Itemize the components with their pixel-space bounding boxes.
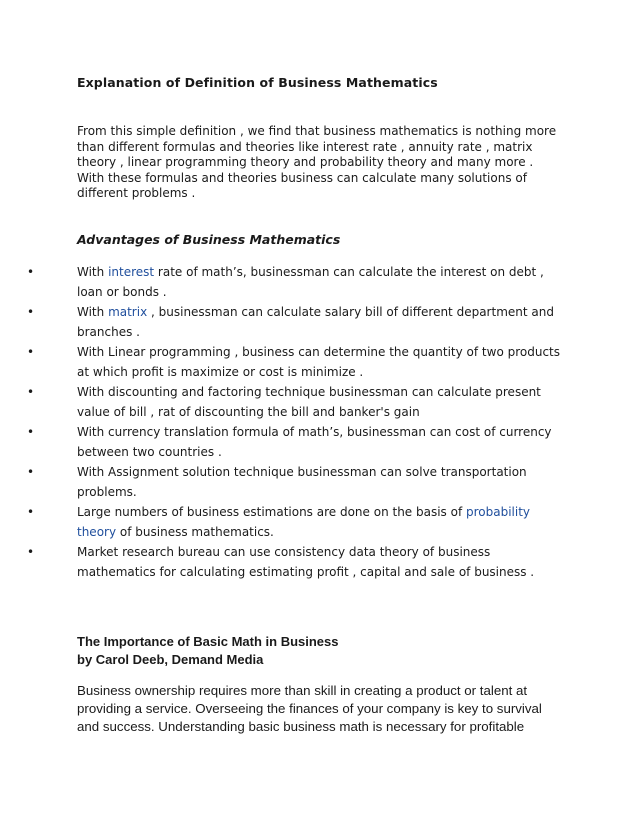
bullet-icon: • [27,305,35,319]
heading-importance [77,633,339,669]
list-item: • With interest rate of math’s, businessman can calculate the interest on debt , loan or bonds . [0,262,572,302]
list-item: • With Assignment solution technique businessman can solve transportation problems. [0,462,572,502]
bullet-icon: • [27,425,35,439]
advantages-list [0,262,600,582]
heading-importance-title: The Importance of Basic Math in Business [77,634,339,649]
body-paragraph: Business ownership requires more than skill in creating a product or talent at providing a service. Overseeing the finances of your company is key to survival and success. Understanding basic business math is necessary for profitable [77,683,542,734]
probability-theory-link[interactable]: probability theory [77,505,531,539]
list-item: • Market research bureau can use consistency data theory of business mathematics for calculating estimating profit , capital and sale of business . [0,542,572,582]
interest-link[interactable]: interest [108,265,155,279]
intro-paragraph: From this simple definition , we find that business mathematics is nothing more than different formulas and theories like interest rate , annuity rate , matrix theory , linear programming theory and probability theory and many more . With these formulas and theories business can calculate many solutions of different problems . [77,124,557,200]
bullet-icon: • [27,465,35,479]
list-item: • With Linear programming , business can determine the quantity of two products at which profit is maximize or cost is minimize . [0,342,572,382]
bullet-icon: • [27,505,35,519]
list-item: • With currency translation formula of math’s, businessman can cost of currency between two countries . [0,422,572,462]
bullet-icon: • [27,545,35,559]
heading-importance-byline: by Carol Deeb, Demand Media [77,652,264,667]
list-item: • Large numbers of business estimations are done on the basis of probability theory of business mathematics. [0,502,572,542]
matrix-link[interactable]: matrix [108,305,148,319]
heading-advantages: Advantages of Business Mathematics [77,232,341,247]
heading-definition: Explanation of Definition of Business Mathematics [77,75,438,90]
list-item: • With matrix , businessman can calculate salary bill of different department and branches . [0,302,572,342]
bullet-icon: • [27,385,35,399]
bullet-icon: • [27,265,35,279]
list-item: • With discounting and factoring technique businessman can calculate present value of bill , rat of discounting the bill and banker's gain [0,382,572,422]
bullet-icon: • [27,345,35,359]
